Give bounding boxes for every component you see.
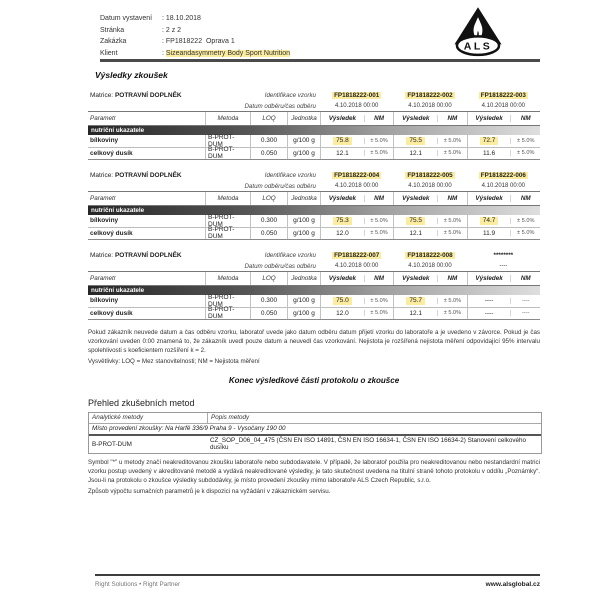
result-nm-cell bbox=[467, 228, 540, 240]
analyte-row bbox=[88, 228, 540, 241]
result-cell bbox=[321, 310, 364, 317]
method-code: B-PROT-DUM bbox=[92, 440, 132, 448]
sample-id bbox=[393, 169, 466, 181]
result-nm-cell bbox=[467, 148, 540, 160]
unit-value: g/100 g bbox=[287, 135, 320, 147]
sample-date: 4.10.2018 00:00 bbox=[408, 183, 452, 189]
result-cell bbox=[468, 230, 511, 237]
result-cell bbox=[394, 217, 437, 225]
unit-header: Jednotka bbox=[287, 192, 320, 205]
methods-location-row bbox=[89, 424, 541, 436]
nm-header: NM bbox=[437, 275, 467, 282]
nm-header: NM bbox=[364, 195, 394, 202]
sample-date-label: Datum odběru/čas odběru bbox=[244, 182, 316, 190]
result-nm-header bbox=[467, 112, 540, 125]
result-nm-cell bbox=[467, 135, 540, 147]
results-tables bbox=[88, 89, 540, 320]
main-content bbox=[88, 70, 540, 495]
result-value: 12.1 bbox=[409, 229, 423, 237]
result-value: ---- bbox=[484, 309, 494, 317]
nm-header: NM bbox=[364, 275, 394, 282]
nm-value: ± 5.0% bbox=[510, 150, 540, 156]
sample-date: 4.10.2018 00:00 bbox=[481, 183, 526, 189]
sample-date: ---- bbox=[499, 263, 508, 269]
column-header-row bbox=[88, 111, 540, 126]
group-band-row bbox=[88, 126, 540, 135]
loq-value: 0.050 bbox=[250, 228, 287, 240]
result-cell bbox=[321, 137, 364, 145]
param-header: Parametr bbox=[90, 275, 116, 282]
header-row bbox=[100, 36, 290, 48]
sample-date: 4.10.2018 00:00 bbox=[481, 103, 526, 109]
sample-id bbox=[467, 169, 540, 181]
methods-data-row bbox=[89, 436, 541, 453]
result-value: ---- bbox=[484, 297, 494, 305]
sample-id-text: FP1818222-005 bbox=[407, 171, 453, 179]
column-header-row bbox=[88, 271, 540, 286]
sample-date: 4.10.2018 00:00 bbox=[408, 103, 452, 109]
matrix-value: POTRAVNÍ DOPLNĚK bbox=[114, 91, 182, 99]
nm-header: NM bbox=[364, 115, 394, 122]
method-header: Metoda bbox=[205, 112, 250, 125]
result-nm-cell bbox=[393, 295, 466, 307]
analyte-name: celkový dusík bbox=[90, 309, 133, 317]
result-value: 75.7 bbox=[406, 297, 425, 305]
results-table-3 bbox=[88, 249, 540, 320]
result-value: 12.0 bbox=[336, 309, 349, 317]
page-number: 2 z 2 bbox=[165, 26, 182, 34]
loq-header: LOQ bbox=[250, 272, 287, 285]
header-value: : 2 z 2 bbox=[162, 26, 182, 34]
analyte-name: bílkoviny bbox=[90, 297, 119, 305]
analyte-row bbox=[88, 148, 540, 161]
method-value: B-PROT-DUM bbox=[205, 308, 250, 320]
result-header: Výsledek bbox=[328, 195, 357, 202]
methods-col2-header: Popis metody bbox=[207, 413, 541, 424]
result-cell bbox=[321, 150, 364, 157]
result-cell bbox=[321, 230, 364, 237]
sample-id bbox=[320, 89, 393, 101]
result-nm-cell bbox=[320, 135, 393, 147]
sample-id-text: FP1818222-006 bbox=[480, 171, 526, 179]
header-label: Klient bbox=[100, 49, 118, 57]
result-header: Výsledek bbox=[328, 275, 357, 282]
header-value: : FP1818222 Oprava 1 bbox=[162, 38, 235, 45]
result-cell bbox=[468, 297, 511, 304]
nm-value: ± 5.0% bbox=[437, 230, 467, 236]
result-value: 72.7 bbox=[480, 137, 499, 145]
unit-value: g/100 g bbox=[287, 148, 320, 160]
method-header: Metoda bbox=[205, 272, 250, 285]
nm-value: ± 5.0% bbox=[437, 218, 467, 224]
unit-header: Jednotka bbox=[287, 112, 320, 125]
client-name: Sizeandasymmetry Body Sport Nutrition bbox=[165, 49, 290, 57]
nm-value: ± 5.0% bbox=[510, 230, 540, 236]
result-nm-cell bbox=[467, 295, 540, 307]
sample-id bbox=[393, 249, 466, 261]
result-nm-cell bbox=[467, 215, 540, 227]
unit-value: g/100 g bbox=[287, 228, 320, 240]
result-cell bbox=[394, 310, 437, 317]
result-header: Výsledek bbox=[402, 115, 430, 122]
result-cell bbox=[321, 297, 364, 305]
sample-id-label: Identifikace vzorku bbox=[264, 251, 316, 259]
matrix-value: POTRAVNÍ DOPLNĚK bbox=[114, 171, 182, 179]
nm-header: NM bbox=[510, 115, 540, 122]
result-header: Výsledek bbox=[402, 195, 430, 202]
method-description: CZ_SOP_D06_04_475 (ČSN EN ISO 14891, ČSN EN ISO 16634-1, ČSN EN ISO 16634-2) Stanovení celkového dusíku bbox=[210, 437, 527, 452]
nm-value: ± 5.0% bbox=[437, 138, 467, 144]
document-header bbox=[100, 13, 290, 59]
nm-header: NM bbox=[437, 115, 467, 122]
matrix-label bbox=[90, 252, 182, 259]
footer-rule bbox=[95, 574, 540, 576]
methods-header-row bbox=[89, 413, 541, 424]
unit-value: g/100 g bbox=[287, 215, 320, 227]
sample-id-label: Identifikace vzorku bbox=[264, 171, 316, 179]
result-nm-cell bbox=[320, 228, 393, 240]
als-logo-svg bbox=[447, 6, 509, 58]
methods-title: Přehled zkušebních metod bbox=[88, 397, 195, 408]
methods-table bbox=[88, 412, 542, 454]
result-value: 75.5 bbox=[406, 137, 425, 145]
test-location: Místo provedení zkoušky: Na Harfě 336/9 Praha 9 - Vysočany 190 00 bbox=[92, 425, 286, 433]
loq-header: LOQ bbox=[250, 192, 287, 205]
result-nm-cell bbox=[320, 308, 393, 320]
sample-id-text: FP1818222-004 bbox=[334, 171, 380, 179]
note-legend: Vysvětlivky: LOQ = Mez stanovitelnosti; NM = Nejistota měření bbox=[88, 357, 260, 365]
header-row bbox=[100, 48, 290, 60]
result-nm-header bbox=[393, 112, 466, 125]
result-value: 12.1 bbox=[409, 309, 423, 317]
note-summation: Způsob výpočtu sumačních parametrů je k dispozici na vyžádání v zákaznickém servisu. bbox=[88, 487, 331, 495]
sample-id-text: FP1818222-008 bbox=[407, 251, 453, 259]
results-table-2 bbox=[88, 169, 540, 240]
result-value: 75.3 bbox=[333, 217, 352, 225]
group-label: nutriční ukazatele bbox=[88, 206, 540, 215]
header-label: Stránka bbox=[100, 26, 125, 34]
issue-date: 18.10.2018 bbox=[165, 15, 201, 22]
nm-value: ± 5.0% bbox=[437, 150, 467, 156]
result-cell bbox=[321, 217, 364, 225]
nm-value: ± 5.0% bbox=[364, 218, 394, 224]
sample-date: 4.10.2018 00:00 bbox=[334, 183, 379, 189]
matrix-label bbox=[90, 92, 182, 99]
result-nm-cell bbox=[393, 228, 466, 240]
loq-value: 0.050 bbox=[250, 148, 287, 160]
result-nm-header bbox=[393, 272, 466, 285]
nm-value: ± 5.0% bbox=[510, 218, 540, 224]
analyte-row bbox=[88, 135, 540, 148]
group-band-row bbox=[88, 206, 540, 215]
result-header: Výsledek bbox=[328, 115, 357, 122]
result-value: 12.1 bbox=[336, 149, 349, 157]
result-nm-cell bbox=[393, 215, 466, 227]
result-value: 75.0 bbox=[333, 297, 352, 305]
result-value: 11.6 bbox=[482, 149, 496, 157]
param-header: Parametr bbox=[90, 115, 116, 122]
analyte-row bbox=[88, 295, 540, 308]
matrix-key: Matrice: bbox=[90, 171, 114, 179]
matrix-cell bbox=[88, 249, 320, 261]
method-value: B-PROT-DUM bbox=[205, 228, 250, 240]
sample-id bbox=[467, 249, 540, 261]
result-cell bbox=[468, 217, 511, 225]
nm-value: ± 5.0% bbox=[437, 310, 467, 316]
matrix-value: POTRAVNÍ DOPLNĚK bbox=[114, 251, 182, 259]
loq-header: LOQ bbox=[250, 112, 287, 125]
analyte-name: bílkoviny bbox=[90, 137, 119, 145]
result-nm-cell bbox=[393, 135, 466, 147]
result-nm-header bbox=[320, 192, 393, 205]
result-header: Výsledek bbox=[402, 275, 430, 282]
loq-value: 0.050 bbox=[250, 308, 287, 320]
sample-id bbox=[467, 89, 540, 101]
nm-value: ± 5.0% bbox=[364, 298, 394, 304]
analyte-row bbox=[88, 308, 540, 321]
header-value: : 18.10.2018 bbox=[162, 15, 201, 22]
result-header: Výsledek bbox=[475, 115, 503, 122]
result-cell bbox=[468, 150, 511, 157]
result-nm-cell bbox=[393, 308, 466, 320]
result-cell bbox=[394, 150, 437, 157]
result-nm-header bbox=[320, 272, 393, 285]
footer-slogan: Right Solutions • Right Partner bbox=[95, 581, 181, 588]
footer-website-link[interactable]: www.alsglobal.cz bbox=[485, 581, 540, 588]
result-value: 12.1 bbox=[409, 149, 423, 157]
param-header: Parametr bbox=[90, 195, 116, 202]
result-cell bbox=[394, 137, 437, 145]
note-sampling: Pokud zákazník neuvede datum a čas odběru vzorku, laboratoř uvede jako datum odběru datum přijetí vzorku do laboratoře a je uvedeno v závorce. Pokud je čas vzorkování uveden 0:00 znamená to, že zákazník uvedl pouze datum a neuvedl čas vzorkování. Nejistota je rozšířená nejistota měření odpovídající 95% intervalu spolehlivosti s koeficientem rozšíření k = 2. bbox=[88, 329, 540, 354]
date-label-cell bbox=[88, 261, 320, 271]
end-of-results-line: Konec výsledkové části protokolu o zkoušce bbox=[228, 375, 400, 385]
result-cell bbox=[394, 230, 437, 237]
sample-date: 4.10.2018 00:00 bbox=[334, 103, 379, 109]
result-cell bbox=[394, 297, 437, 305]
unit-value: g/100 g bbox=[287, 295, 320, 307]
result-cell bbox=[468, 137, 511, 145]
sample-id-row bbox=[88, 89, 540, 101]
matrix-key: Matrice: bbox=[90, 91, 114, 99]
loq-value: 0.300 bbox=[250, 135, 287, 147]
results-table-1 bbox=[88, 89, 540, 160]
matrix-key: Matrice: bbox=[90, 251, 114, 259]
method-value: B-PROT-DUM bbox=[205, 295, 250, 307]
result-nm-header bbox=[320, 112, 393, 125]
sample-id-row bbox=[88, 169, 540, 181]
sample-date-label: Datum odběru/čas odběru bbox=[244, 102, 316, 110]
date-label-cell bbox=[88, 101, 320, 111]
sample-id bbox=[320, 249, 393, 261]
nm-header: NM bbox=[510, 195, 540, 202]
sample-id-text: ******** bbox=[493, 251, 514, 259]
nm-value: ± 5.0% bbox=[364, 310, 394, 316]
unit-value: g/100 g bbox=[287, 308, 320, 320]
sample-id bbox=[393, 89, 466, 101]
nm-value: ± 5.0% bbox=[364, 138, 394, 144]
result-nm-cell bbox=[320, 148, 393, 160]
nm-value: ± 5.0% bbox=[510, 138, 540, 144]
group-label: nutriční ukazatele bbox=[88, 126, 540, 135]
sample-date-label: Datum odběru/čas odběru bbox=[244, 262, 316, 270]
als-logo-icon bbox=[447, 6, 509, 58]
group-label: nutriční ukazatele bbox=[88, 286, 540, 295]
methods-col1-header: Analytické metody bbox=[89, 413, 207, 424]
result-value: 74.7 bbox=[480, 217, 499, 225]
sample-date-row bbox=[88, 261, 540, 271]
header-rule bbox=[100, 59, 540, 62]
group-band-row bbox=[88, 286, 540, 295]
result-value: 75.5 bbox=[406, 217, 425, 225]
header-label: Zakázka bbox=[100, 38, 127, 45]
sample-date: 4.10.2018 00:00 bbox=[334, 263, 379, 269]
loq-value: 0.300 bbox=[250, 215, 287, 227]
analyte-name: bílkoviny bbox=[90, 217, 119, 225]
analyte-name: celkový dusík bbox=[90, 229, 133, 237]
sample-id-row bbox=[88, 249, 540, 261]
result-nm-header bbox=[467, 192, 540, 205]
nm-value: ---- bbox=[510, 298, 540, 304]
method-value: B-PROT-DUM bbox=[205, 148, 250, 160]
sample-id bbox=[320, 169, 393, 181]
order-number: FP1818222 Oprava 1 bbox=[165, 38, 235, 45]
sample-id-text: FP1818222-002 bbox=[407, 91, 453, 99]
note-accreditation: Symbol "*" u metody značí neakreditovanou zkoušku laboratoře nebo subdodavatele. V případě, že laboratoř použila pro neakreditovanou nebo nestandardní matrici vzorku postup uvedený v akreditované metodě a vydává neakreditované výsledky, je tato skutečnost uvedena na titulní straně tohoto protokolu v oddílu „Poznámky“. Jsou-li na protokolu o zkoušce výsledky subdodávky, je místo provedení zkoušky mimo laboratoře ALS Czech Republic, s.r.o. bbox=[88, 458, 540, 484]
result-value: 11.9 bbox=[482, 229, 496, 237]
result-value: 75.8 bbox=[333, 137, 352, 145]
header-row bbox=[100, 13, 290, 25]
method-header: Metoda bbox=[205, 192, 250, 205]
nm-header: NM bbox=[510, 275, 540, 282]
sample-date-row bbox=[88, 101, 540, 111]
result-nm-cell bbox=[320, 295, 393, 307]
sample-id-text: FP1818222-001 bbox=[334, 91, 380, 99]
sample-id-text: FP1818222-007 bbox=[334, 251, 380, 259]
sample-date: 4.10.2018 00:00 bbox=[408, 263, 452, 269]
result-nm-header bbox=[393, 192, 466, 205]
matrix-cell bbox=[88, 169, 320, 181]
result-nm-cell bbox=[467, 308, 540, 320]
nm-value: ± 5.0% bbox=[364, 150, 394, 156]
result-header: Výsledek bbox=[475, 195, 503, 202]
result-nm-header bbox=[467, 272, 540, 285]
unit-header: Jednotka bbox=[287, 272, 320, 285]
header-row bbox=[100, 25, 290, 37]
analyte-row bbox=[88, 215, 540, 228]
nm-value: ± 5.0% bbox=[437, 298, 467, 304]
result-cell bbox=[468, 310, 511, 317]
nm-header: NM bbox=[437, 195, 467, 202]
matrix-cell bbox=[88, 89, 320, 101]
result-nm-cell bbox=[320, 215, 393, 227]
page-footer bbox=[95, 574, 540, 588]
loq-value: 0.300 bbox=[250, 295, 287, 307]
matrix-label bbox=[90, 172, 182, 179]
result-value: 12.0 bbox=[336, 229, 349, 237]
analyte-name: celkový dusík bbox=[90, 149, 133, 157]
date-label-cell bbox=[88, 181, 320, 191]
sample-id-label: Identifikace vzorku bbox=[264, 91, 316, 99]
sample-date-row bbox=[88, 181, 540, 191]
result-nm-cell bbox=[393, 148, 466, 160]
nm-value: ---- bbox=[510, 310, 540, 316]
nm-value: ± 5.0% bbox=[364, 230, 394, 236]
method-value: B-PROT-DUM bbox=[205, 135, 250, 147]
column-header-row bbox=[88, 191, 540, 206]
sample-id-text: FP1818222-003 bbox=[480, 91, 526, 99]
method-value: B-PROT-DUM bbox=[205, 215, 250, 227]
header-label: Datum vystavení bbox=[100, 15, 153, 22]
header-value: : Sizeandasymmetry Body Sport Nutrition bbox=[162, 49, 290, 57]
footer-row bbox=[95, 581, 540, 588]
results-title: Výsledky zkoušek bbox=[95, 70, 168, 80]
svg-text:ALS: ALS bbox=[463, 40, 493, 53]
result-header: Výsledek bbox=[475, 275, 503, 282]
